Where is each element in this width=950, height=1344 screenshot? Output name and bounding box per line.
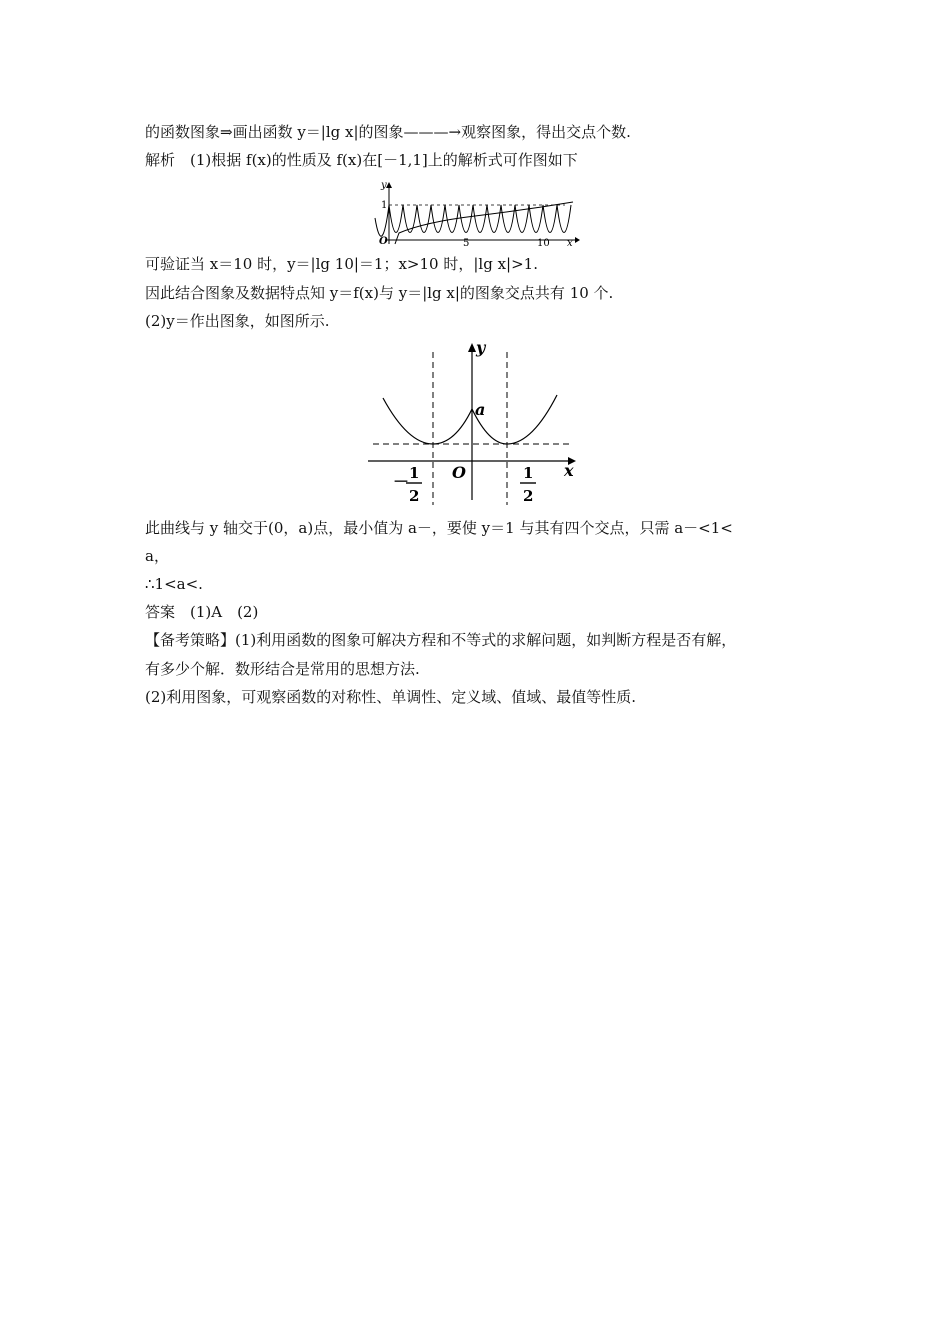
text-line-7: a， <box>145 547 169 565</box>
text-line-3: 可验证当 x＝10 时，y＝|lg 10|＝1；x>10 时，|lg x|>1. <box>145 255 538 273</box>
text-line-6: 此曲线与 y 轴交于(0，a)点，最小值为 a－，要使 y＝1 与其有四个交点，只需 a－<1< <box>145 519 733 537</box>
text-line-2: 解析 (1)根据 f(x)的性质及 f(x)在[－1,1]上的解析式可作图如下 <box>145 151 578 169</box>
y-axis-arrow <box>386 182 392 188</box>
fig1-tick-10: 10 <box>537 238 550 248</box>
fig1-tick-1: 1 <box>381 200 388 211</box>
fig2-x-label: x <box>564 461 574 480</box>
fig2-y-label: y <box>476 340 486 357</box>
figure-symmetric-curve <box>365 340 585 508</box>
fig2-neg-sign: － <box>393 472 410 491</box>
fig2-left-denominator: 2 <box>409 487 420 505</box>
figure-periodic-and-lg <box>365 178 580 248</box>
periodic-curve <box>375 205 571 236</box>
x-axis-arrow <box>575 237 580 243</box>
text-line-9: 答案 (1)A (2) <box>145 603 259 621</box>
text-line-4: 因此结合图象及数据特点知 y＝f(x)与 y＝|lg x|的图象交点共有 10 个. <box>145 284 614 302</box>
fig1-y-label: y <box>381 180 387 191</box>
fig1-tick-5: 5 <box>463 238 470 248</box>
fig2-right-denominator: 2 <box>523 487 534 505</box>
left-branch-curve <box>383 398 472 444</box>
text-line-12: (2)利用图象，可观察函数的对称性、单调性、定义域、值域、最值等性质. <box>145 688 637 706</box>
y-axis-arrow <box>468 343 476 352</box>
fig2-left-numerator: 1 <box>409 464 420 482</box>
fig2-origin-label: O <box>452 463 466 482</box>
text-line-10: 【备考策略】(1)利用函数的图象可解决方程和不等式的求解问题，如判断方程是否有解， <box>145 631 737 649</box>
fig2-right-numerator: 1 <box>523 464 534 482</box>
fig2-a-label: a <box>475 400 486 419</box>
text-line-8: ∴1<a<. <box>145 575 203 593</box>
text-line-1: 的函数图象⇒画出函数 y＝|lg x|的图象———→观察图象，得出交点个数. <box>145 123 631 141</box>
text-line-11: 有多少个解．数形结合是常用的思想方法. <box>145 660 420 678</box>
text-line-5: (2)y＝作出图象，如图所示. <box>145 312 330 330</box>
fig1-x-label: x <box>567 238 573 248</box>
fig1-origin-label: O <box>379 236 388 247</box>
